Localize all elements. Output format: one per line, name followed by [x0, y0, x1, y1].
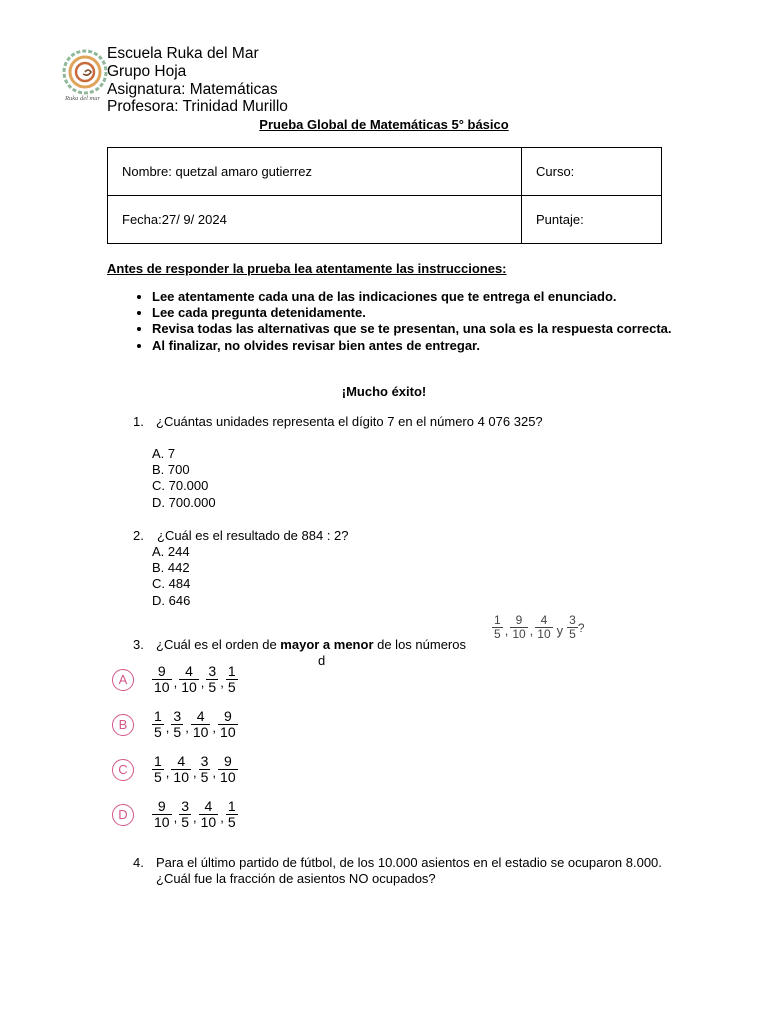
question-mark: ?: [577, 621, 585, 635]
fraction: [218, 709, 238, 739]
conjunction: y: [556, 622, 564, 638]
numerator: 9: [223, 753, 232, 769]
good-luck-message: ¡Mucho éxito!: [341, 384, 427, 399]
fraction: [171, 754, 191, 784]
option-letter-circle[interactable]: A: [112, 669, 134, 691]
separator: ,: [193, 809, 197, 825]
question-text-part: ¿Cuál es el orden de: [156, 637, 281, 652]
numerator: 9: [223, 708, 232, 724]
question-2-options: [152, 544, 190, 609]
denominator: 5: [494, 627, 501, 641]
separator: ,: [173, 809, 178, 825]
instructions-list: [107, 289, 712, 354]
name-cell[interactable]: Nombre: quetzal amaro gutierrez: [108, 148, 522, 196]
fraction: [535, 614, 552, 640]
denominator: 5: [154, 724, 162, 740]
separator: ,: [200, 674, 205, 690]
denominator: 5: [569, 627, 576, 641]
fraction: [199, 799, 219, 829]
numerator: 9: [157, 663, 166, 679]
numerator: 3: [200, 753, 209, 769]
separator: ,: [165, 764, 170, 780]
denominator: 10: [220, 769, 236, 785]
instructions-heading: Antes de responder la prueba lea atentamente las instrucciones:: [107, 261, 507, 276]
fraction: [510, 614, 527, 640]
question-text: ¿Cuál es el resultado de 884 : 2?: [157, 528, 349, 543]
question-1-options: [152, 446, 216, 511]
subject: Asignatura: Matemáticas: [107, 80, 278, 98]
denominator: 10: [181, 679, 197, 695]
option-b[interactable]: B. 442: [152, 560, 190, 576]
option-a[interactable]: A. 244: [152, 544, 190, 559]
numerator: 1: [227, 798, 236, 814]
numerator: 1: [154, 708, 162, 724]
separator: ,: [220, 674, 224, 690]
page-title: Prueba Global de Matemáticas 5° básico: [259, 117, 509, 132]
numerator: 4: [540, 613, 548, 627]
list-item: • Lee atentamente cada una de las indicaciones que te entrega el enunciado.: [152, 289, 712, 305]
stray-mark: d: [318, 653, 326, 668]
fraction: [206, 664, 218, 694]
denominator: 5: [208, 679, 217, 695]
logo-caption: Ruka del mar: [65, 95, 101, 102]
separator: ,: [529, 622, 534, 638]
denominator: 5: [227, 814, 236, 830]
question-text: [156, 637, 466, 653]
denominator: 10: [537, 627, 551, 641]
teacher: Profesora: Trinidad Murillo: [107, 98, 288, 116]
option-letter-circle[interactable]: D: [112, 804, 134, 826]
fraction-list: [152, 754, 238, 784]
question-text: Para el último partido de fútbol, de los 10.000 asientos en el estadio se ocuparon 8.000. ¿Cuál fue la fracción de asientos NO ocupados?: [156, 855, 662, 887]
separator: ,: [212, 719, 217, 735]
numerator: 3: [173, 708, 182, 724]
fraction: [152, 709, 164, 739]
list-item: • Lee cada pregunta detenidamente.: [152, 305, 712, 321]
denominator: 10: [154, 679, 170, 695]
option-a[interactable]: A. 7: [152, 446, 176, 461]
numerator: 4: [204, 798, 213, 814]
denominator: 5: [154, 769, 162, 785]
separator: ,: [185, 719, 189, 735]
numerator: 4: [177, 753, 186, 769]
separator: ,: [212, 764, 217, 780]
numerator: 3: [569, 613, 576, 627]
question-text-bold: mayor a menor: [280, 637, 374, 652]
numerator: 3: [208, 663, 217, 679]
fraction: [191, 709, 211, 739]
option-d[interactable]: D. 646: [152, 592, 191, 608]
option-letter-circle[interactable]: C: [112, 759, 134, 781]
numerator: 4: [196, 708, 205, 724]
question-text-part: de los números: [373, 637, 466, 652]
denominator: 10: [154, 814, 170, 830]
fraction: [179, 799, 191, 829]
question-number: 1.: [133, 414, 144, 429]
fraction: [567, 614, 578, 640]
option-letter-circle[interactable]: B: [112, 714, 134, 736]
list-item: • Al finalizar, no olvides revisar bien antes de entregar.: [152, 338, 712, 354]
fraction: [218, 754, 238, 784]
school-name: Escuela Ruka del Mar: [107, 45, 259, 62]
group-name: Grupo Hoja: [107, 62, 187, 80]
fraction: [171, 709, 183, 739]
list-item: • Revisa todas las alternativas que se te presentan, una sola es la respuesta correcta.: [152, 321, 712, 337]
fraction: [199, 754, 211, 784]
fraction: [226, 664, 238, 694]
score-cell[interactable]: Puntaje:: [522, 196, 662, 244]
denominator: 5: [200, 769, 209, 785]
date-cell[interactable]: Fecha:27/ 9/ 2024: [108, 196, 522, 244]
option-d[interactable]: D. 700.000: [152, 494, 216, 510]
option-c[interactable]: C. 70.000: [152, 478, 209, 494]
numerator: 3: [181, 798, 189, 814]
denominator: 5: [181, 814, 189, 830]
numerator: 9: [157, 798, 166, 814]
question-number: 3.: [133, 637, 144, 652]
fraction: [152, 754, 164, 784]
separator: ,: [220, 809, 224, 825]
fraction: [152, 799, 172, 829]
student-info-table: [107, 147, 662, 244]
fraction-list: [152, 664, 238, 694]
header-block: [107, 45, 288, 116]
fraction: [179, 664, 199, 694]
question-number: 4.: [133, 855, 144, 870]
denominator: 10: [220, 724, 236, 740]
fraction: [152, 664, 172, 694]
denominator: 10: [173, 769, 189, 785]
fraction-list: [152, 709, 238, 739]
numerator: 4: [185, 663, 193, 679]
question-text: ¿Cuántas unidades representa el dígito 7 en el número 4 076 325?: [156, 414, 543, 429]
given-fractions: [492, 614, 585, 640]
numerator: 1: [154, 753, 162, 769]
separator: ,: [173, 674, 178, 690]
denominator: 5: [173, 724, 182, 740]
denominator: 10: [512, 627, 526, 641]
separator: ,: [165, 719, 170, 735]
course-cell[interactable]: Curso:: [522, 148, 662, 196]
numerator: 1: [227, 663, 236, 679]
fraction-list: [152, 799, 238, 829]
separator: ,: [193, 764, 197, 780]
option-c[interactable]: C. 484: [152, 576, 191, 592]
school-logo: [61, 48, 109, 108]
fraction: [492, 614, 503, 640]
fraction: [226, 799, 238, 829]
separator: ,: [504, 622, 509, 638]
question-number: 2.: [133, 528, 144, 543]
denominator: 5: [227, 679, 236, 695]
numerator: 1: [494, 613, 501, 627]
numerator: 9: [515, 613, 523, 627]
option-b[interactable]: B. 700: [152, 462, 190, 478]
denominator: 10: [200, 814, 217, 830]
denominator: 10: [192, 724, 209, 740]
